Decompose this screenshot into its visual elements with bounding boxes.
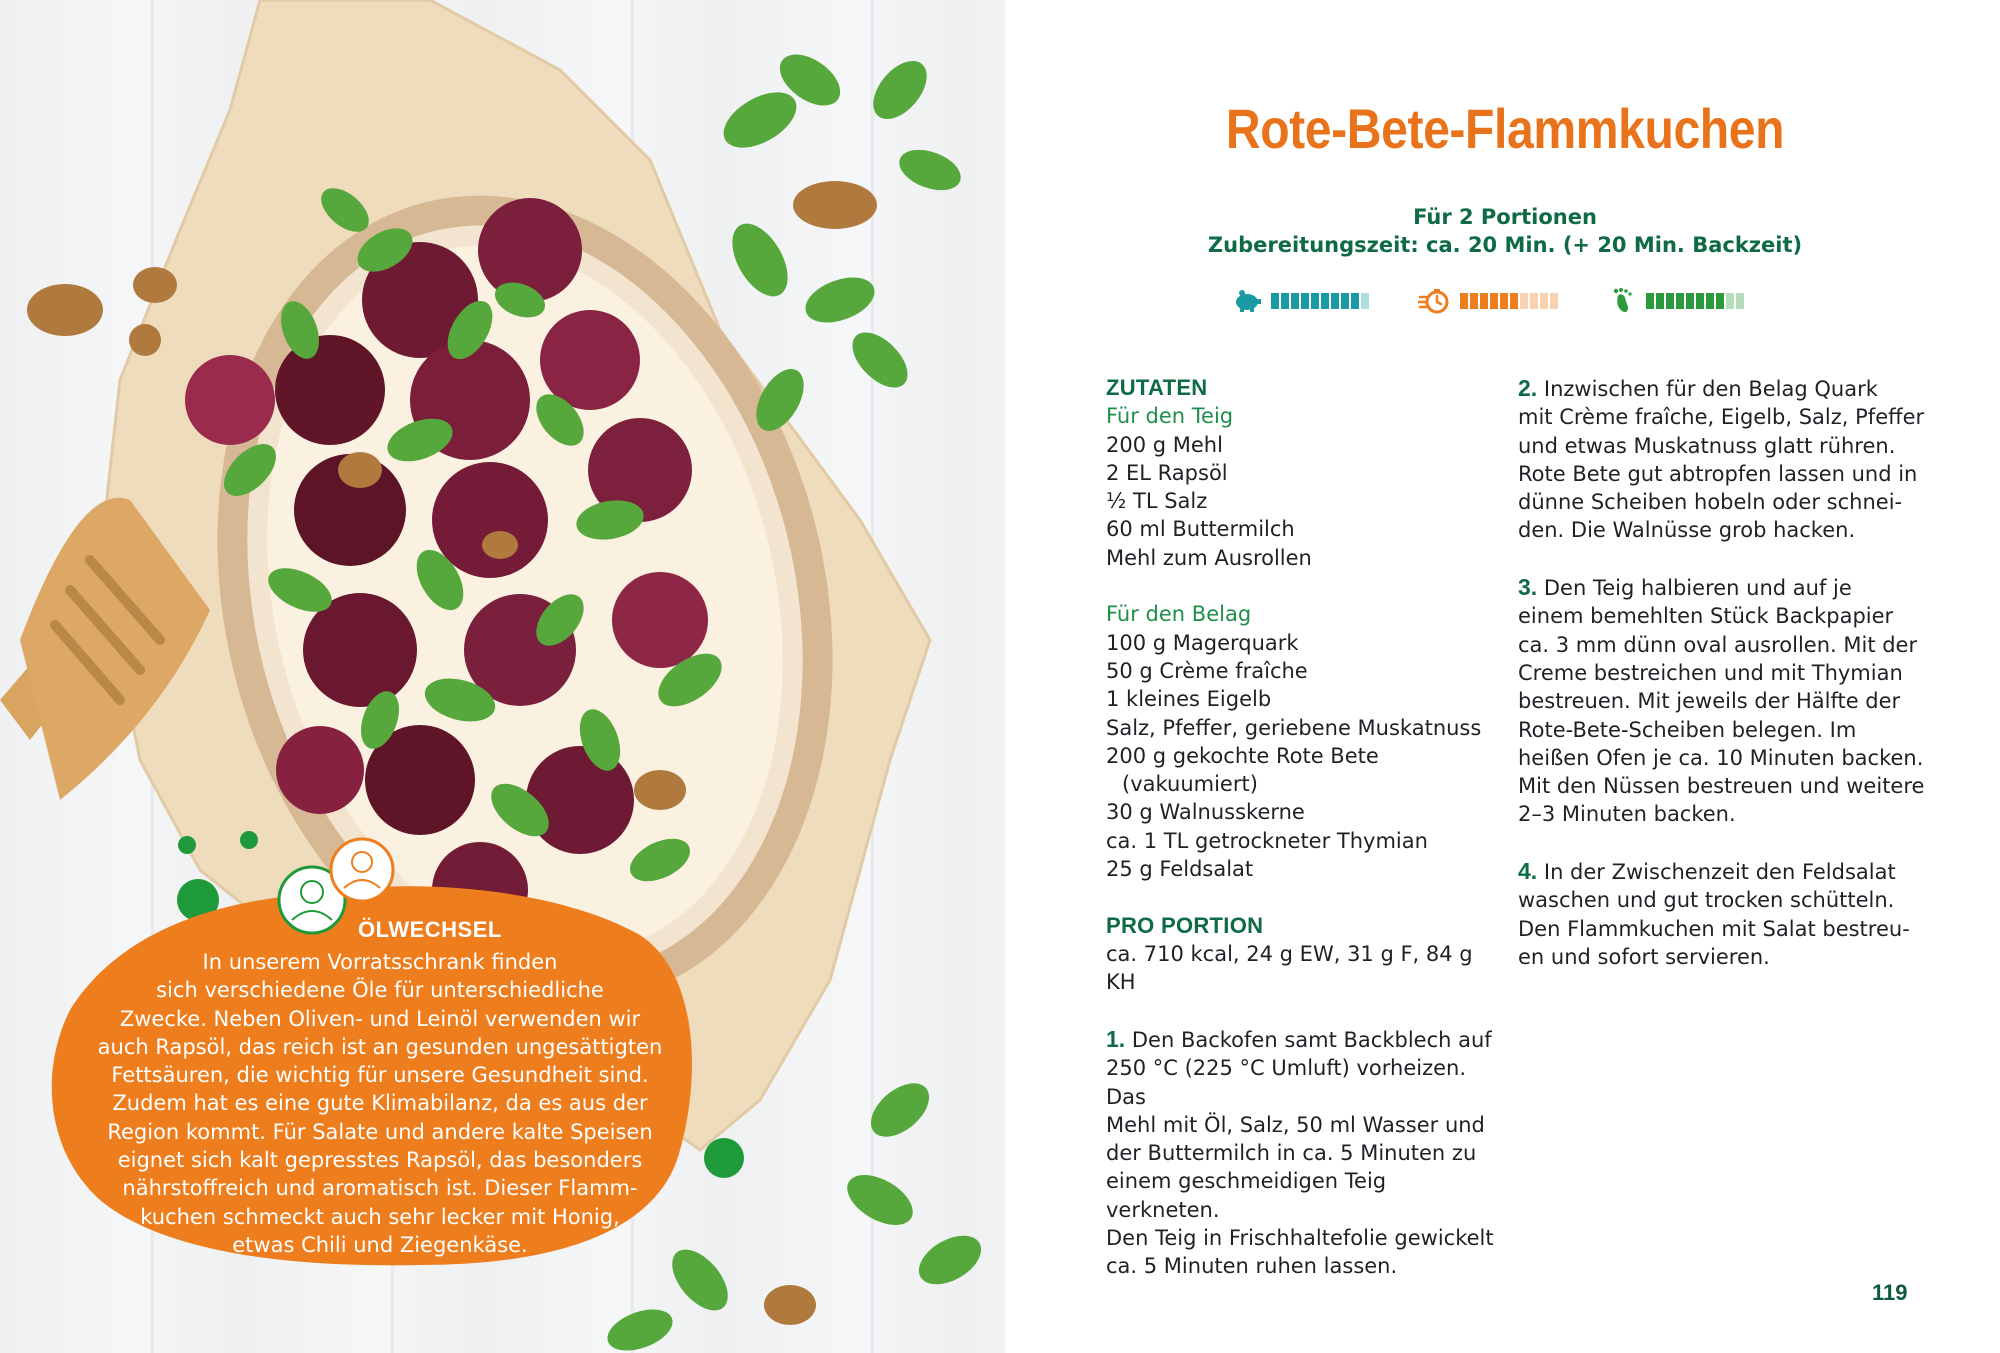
step-text: einem geschmeidigen Teig verkneten. xyxy=(1106,1169,1387,1222)
rating-segment xyxy=(1686,293,1694,309)
tip-line: eignet sich kalt gepresstes Rapsöl, das besonders xyxy=(117,1148,643,1173)
rating-segment xyxy=(1341,293,1349,309)
rating-segment xyxy=(1301,293,1309,309)
rating-segment xyxy=(1460,293,1468,309)
tip-body xyxy=(85,948,675,1259)
rating-segment xyxy=(1656,293,1664,309)
cost-meter xyxy=(1233,286,1371,316)
step-text: Den Backofen samt Backblech auf xyxy=(1131,1028,1492,1052)
rating-segment xyxy=(1716,293,1724,309)
rating-segment xyxy=(1696,293,1704,309)
rating-segment xyxy=(1706,293,1714,309)
ingredient-item: 2 EL Rapsöl xyxy=(1106,460,1228,485)
recipe-title: Rote-Bete-Flammkuchen xyxy=(1225,97,1785,160)
tip-line: Zudem hat es eine gute Klimabilanz, da es aus der xyxy=(112,1091,648,1116)
rating-segment xyxy=(1490,293,1498,309)
step-number: 1. xyxy=(1106,1026,1126,1052)
tip-line: Fettsäuren, die wichtig für unsere Gesundheit sind. xyxy=(111,1063,649,1088)
tip-title: ÖLWECHSEL xyxy=(358,917,502,942)
step-number: 4. xyxy=(1518,858,1538,885)
step-text: Den Teig in Frischhaltefolie gewickelt xyxy=(1106,1226,1494,1251)
step-text: Inzwischen für den Belag Quark xyxy=(1543,377,1878,401)
rating-segment xyxy=(1470,293,1478,309)
time-meter xyxy=(1418,286,1560,316)
step-number: 3. xyxy=(1518,574,1538,601)
stopwatch-icon xyxy=(1418,288,1450,314)
rating-segment xyxy=(1291,293,1299,309)
rating-segment xyxy=(1646,293,1654,309)
ingredient-item: 60 ml Buttermilch xyxy=(1106,517,1295,542)
rating-segment xyxy=(1321,293,1329,309)
ingredient-item: Mehl zum Ausrollen xyxy=(1106,545,1312,570)
tip-line: sich verschiedene Öle für unterschiedliche xyxy=(156,978,604,1003)
step-number: 2. xyxy=(1518,375,1538,401)
step-text: Rote-Bete-Scheiben belegen. Im xyxy=(1518,717,1857,742)
prep-time: Zubereitungszeit: ca. 20 Min. (+ 20 Min. Backzeit) xyxy=(1207,233,1803,257)
ingredient-item: 50 g Crème fraîche xyxy=(1106,658,1308,683)
ingredient-item: Salz, Pfeffer, geriebene Muskatnuss xyxy=(1106,715,1482,740)
step-text: heißen Ofen je ca. 10 Minuten backen. xyxy=(1518,745,1924,770)
rating-segment xyxy=(1520,293,1528,309)
step-text: Mehl mit Öl, Salz, 50 ml Wasser und xyxy=(1106,1112,1485,1137)
rating-segment xyxy=(1550,293,1558,309)
rating-segment xyxy=(1510,293,1518,309)
ingredient-item: 200 g gekochte Rote Bete xyxy=(1106,743,1379,768)
rating-segment xyxy=(1331,293,1339,309)
step-text: Rote Bete gut abtropfen lassen und in xyxy=(1518,461,1918,486)
step-text: 250 °C (225 °C Umluft) vorheizen. Das xyxy=(1106,1056,1467,1109)
step-text: einem bemehlten Stück Backpapier xyxy=(1518,604,1894,629)
rating-segment xyxy=(1351,293,1359,309)
step-text: den. Die Walnüsse grob hacken. xyxy=(1518,518,1856,543)
step-text: mit Crème fraîche, Eigelb, Salz, Pfeffer xyxy=(1518,405,1925,430)
ingredient-item: 25 g Feldsalat xyxy=(1106,857,1254,882)
ingredients-heading: ZUTATEN xyxy=(1106,375,1208,400)
servings: Für 2 Portionen xyxy=(1413,205,1597,229)
tip-line: etwas Chili und Ziegenkäse. xyxy=(232,1232,528,1257)
rating-segment xyxy=(1736,293,1744,309)
footprint-bar xyxy=(1646,293,1746,309)
ingredient-item: ca. 1 TL getrockneter Thymian xyxy=(1106,828,1428,853)
ingredient-item: 200 g Mehl xyxy=(1106,432,1223,457)
ingredient-item: 100 g Magerquark xyxy=(1106,630,1299,655)
rating-segment xyxy=(1480,293,1488,309)
step-text: Den Flammkuchen mit Salat bestreu- xyxy=(1518,916,1910,941)
dough-subheading: Für den Teig xyxy=(1106,404,1234,429)
ingredient-item: 30 g Walnusskerne xyxy=(1106,800,1305,825)
ingredient-item: (vakuumiert) xyxy=(1122,772,1258,797)
tip-line: nährstoffreich und aromatisch ist. Dieser Flamm- xyxy=(122,1176,638,1201)
step-text: waschen und gut trocken schütteln. xyxy=(1518,888,1895,913)
rating-segment xyxy=(1311,293,1319,309)
rating-segment xyxy=(1540,293,1548,309)
step-text: dünne Scheiben hobeln oder schnei- xyxy=(1518,490,1903,515)
step-text: en und sofort servieren. xyxy=(1518,944,1770,969)
rating-segment xyxy=(1281,293,1289,309)
steps-column xyxy=(1518,374,1958,971)
rating-segment xyxy=(1271,293,1279,309)
step-text: Mit den Nüssen bestreuen und weitere xyxy=(1518,774,1925,799)
nutrition-value: ca. 710 kcal, 24 g EW, 31 g F, 84 g KH xyxy=(1106,941,1473,995)
rating-segment xyxy=(1726,293,1734,309)
page-number: 119 xyxy=(1872,1280,1908,1305)
tip-line: auch Rapsöl, das reich ist an gesunden ungesättigten xyxy=(97,1034,663,1059)
tip-line: Zwecke. Neben Oliven- und Leinöl verwenden wir xyxy=(119,1006,641,1031)
step-text: der Buttermilch in ca. 5 Minuten zu xyxy=(1106,1141,1477,1166)
tip-line: kuchen schmeckt auch sehr lecker mit Honig, xyxy=(140,1204,620,1229)
step-text: Creme bestreichen und mit Thymian xyxy=(1518,660,1903,685)
step-1 xyxy=(1106,1025,1506,1281)
rating-segment xyxy=(1530,293,1538,309)
step-text: bestreuen. Mit jeweils der Hälfte der xyxy=(1518,689,1901,714)
step-text: In der Zwischenzeit den Feldsalat xyxy=(1543,860,1896,885)
ingredient-item: 1 kleines Eigelb xyxy=(1106,687,1272,712)
piggy-bank-icon xyxy=(1233,289,1261,313)
ingredients-column xyxy=(1106,374,1496,997)
rating-segment xyxy=(1500,293,1508,309)
step-text: Den Teig halbieren und auf je xyxy=(1543,576,1852,601)
rating-segment xyxy=(1361,293,1369,309)
nutrition-heading: PRO PORTION xyxy=(1106,912,1264,938)
footprint-icon xyxy=(1612,288,1636,314)
tip-line: In unserem Vorratsschrank finden xyxy=(202,950,558,974)
step-text: ca. 3 mm dünn oval ausrollen. Mit der xyxy=(1518,632,1918,657)
cost-bar xyxy=(1271,293,1371,309)
topping-subheading: Für den Belag xyxy=(1106,602,1252,627)
tip-line: Region kommt. Für Salate und andere kalte Speisen xyxy=(107,1119,653,1144)
time-bar xyxy=(1460,293,1560,309)
footprint-meter xyxy=(1612,286,1746,316)
rating-segment xyxy=(1666,293,1674,309)
step-text: ca. 5 Minuten ruhen lassen. xyxy=(1106,1254,1398,1279)
step-text: 2–3 Minuten backen. xyxy=(1518,802,1736,827)
ingredient-item: ½ TL Salz xyxy=(1106,489,1208,514)
step-text: und etwas Muskatnuss glatt rühren. xyxy=(1518,433,1896,458)
rating-segment xyxy=(1676,293,1684,309)
